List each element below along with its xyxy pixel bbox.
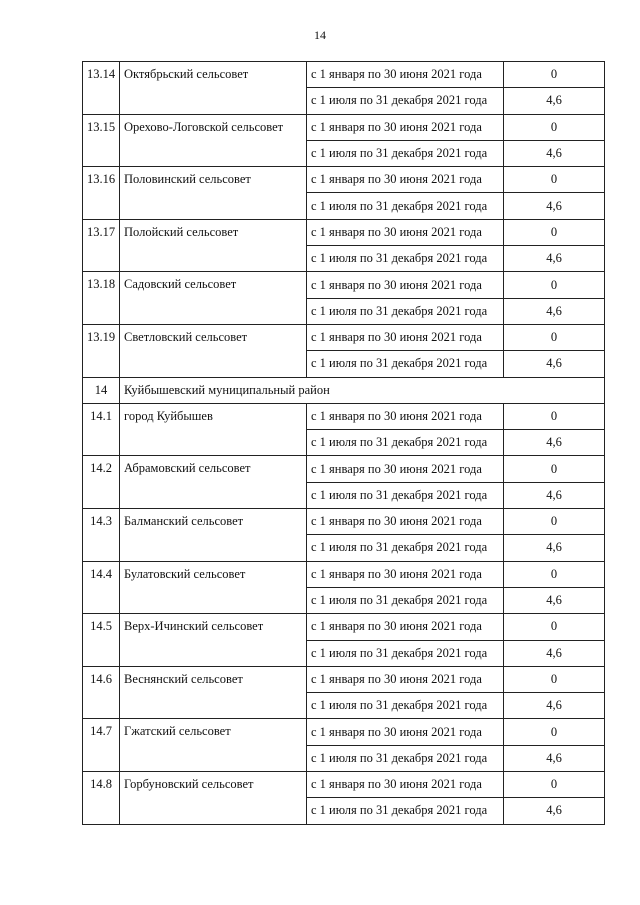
period-cell: с 1 января по 30 июня 2021 года	[307, 614, 504, 640]
municipality-name: Орехово-Логовской сельсовет	[120, 114, 307, 167]
value-cell: 4,6	[504, 535, 605, 561]
value-cell: 4,6	[504, 798, 605, 824]
value-cell: 0	[504, 403, 605, 429]
table-row	[83, 219, 605, 245]
row-number: 14.5	[83, 614, 120, 667]
row-number: 14.4	[83, 561, 120, 614]
municipality-name: Гжатский сельсовет	[120, 719, 307, 772]
value-cell: 4,6	[504, 298, 605, 324]
row-number: 14.3	[83, 509, 120, 562]
value-cell: 0	[504, 666, 605, 692]
row-number: 13.18	[83, 272, 120, 325]
period-cell: с 1 января по 30 июня 2021 года	[307, 666, 504, 692]
period-cell: с 1 июля по 31 декабря 2021 года	[307, 246, 504, 272]
value-cell: 0	[504, 114, 605, 140]
table-row	[83, 324, 605, 350]
period-cell: с 1 января по 30 июня 2021 года	[307, 456, 504, 482]
row-number: 14.8	[83, 772, 120, 825]
table-row	[83, 509, 605, 535]
row-number: 13.16	[83, 167, 120, 220]
district-name: Куйбышевский муниципальный район	[120, 377, 605, 403]
period-cell: с 1 июля по 31 декабря 2021 года	[307, 587, 504, 613]
period-cell: с 1 июля по 31 декабря 2021 года	[307, 140, 504, 166]
value-cell: 4,6	[504, 640, 605, 666]
municipality-name: Октябрьский сельсовет	[120, 62, 307, 115]
period-cell: с 1 июля по 31 декабря 2021 года	[307, 640, 504, 666]
value-cell: 0	[504, 772, 605, 798]
municipality-name: Веснянский сельсовет	[120, 666, 307, 719]
table-row	[83, 719, 605, 745]
rates-table	[82, 61, 605, 825]
value-cell: 4,6	[504, 693, 605, 719]
municipality-name: Садовский сельсовет	[120, 272, 307, 325]
period-cell: с 1 июля по 31 декабря 2021 года	[307, 693, 504, 719]
value-cell: 0	[504, 614, 605, 640]
value-cell: 4,6	[504, 430, 605, 456]
period-cell: с 1 января по 30 июня 2021 года	[307, 167, 504, 193]
row-number: 14.6	[83, 666, 120, 719]
value-cell: 4,6	[504, 587, 605, 613]
row-number: 14	[83, 377, 120, 403]
municipality-name: город Куйбышев	[120, 403, 307, 456]
value-cell: 0	[504, 62, 605, 88]
value-cell: 0	[504, 719, 605, 745]
period-cell: с 1 января по 30 июня 2021 года	[307, 561, 504, 587]
period-cell: с 1 января по 30 июня 2021 года	[307, 772, 504, 798]
district-row	[83, 377, 605, 403]
value-cell: 0	[504, 509, 605, 535]
municipality-name: Половинский сельсовет	[120, 167, 307, 220]
period-cell: с 1 января по 30 июня 2021 года	[307, 272, 504, 298]
row-number: 14.2	[83, 456, 120, 509]
municipality-name: Горбуновский сельсовет	[120, 772, 307, 825]
page-number: 14	[314, 28, 326, 42]
period-cell: с 1 июля по 31 декабря 2021 года	[307, 745, 504, 771]
value-cell: 4,6	[504, 745, 605, 771]
period-cell: с 1 июля по 31 декабря 2021 года	[307, 298, 504, 324]
table-row	[83, 167, 605, 193]
table-row	[83, 114, 605, 140]
table-row	[83, 614, 605, 640]
municipality-name: Балманский сельсовет	[120, 509, 307, 562]
value-cell: 4,6	[504, 140, 605, 166]
municipality-name: Верх-Ичинский сельсовет	[120, 614, 307, 667]
value-cell: 0	[504, 219, 605, 245]
period-cell: с 1 июля по 31 декабря 2021 года	[307, 482, 504, 508]
period-cell: с 1 июля по 31 декабря 2021 года	[307, 88, 504, 114]
row-number: 14.1	[83, 403, 120, 456]
period-cell: с 1 января по 30 июня 2021 года	[307, 403, 504, 429]
value-cell: 4,6	[504, 351, 605, 377]
value-cell: 4,6	[504, 246, 605, 272]
table-row	[83, 772, 605, 798]
value-cell: 4,6	[504, 193, 605, 219]
table-row	[83, 272, 605, 298]
table-row	[83, 456, 605, 482]
row-number: 13.15	[83, 114, 120, 167]
municipality-name: Светловский сельсовет	[120, 324, 307, 377]
period-cell: с 1 июля по 31 декабря 2021 года	[307, 193, 504, 219]
table-row	[83, 403, 605, 429]
value-cell: 0	[504, 324, 605, 350]
value-cell: 0	[504, 456, 605, 482]
period-cell: с 1 января по 30 июня 2021 года	[307, 219, 504, 245]
period-cell: с 1 января по 30 июня 2021 года	[307, 509, 504, 535]
rates-table-body	[83, 62, 605, 825]
period-cell: с 1 июля по 31 декабря 2021 года	[307, 535, 504, 561]
row-number: 13.14	[83, 62, 120, 115]
value-cell: 0	[504, 561, 605, 587]
municipality-name: Абрамовский сельсовет	[120, 456, 307, 509]
value-cell: 0	[504, 272, 605, 298]
value-cell: 4,6	[504, 88, 605, 114]
table-row	[83, 666, 605, 692]
period-cell: с 1 июля по 31 декабря 2021 года	[307, 351, 504, 377]
municipality-name: Полойский сельсовет	[120, 219, 307, 272]
period-cell: с 1 июля по 31 декабря 2021 года	[307, 430, 504, 456]
row-number: 13.17	[83, 219, 120, 272]
row-number: 14.7	[83, 719, 120, 772]
period-cell: с 1 июля по 31 декабря 2021 года	[307, 798, 504, 824]
table-row	[83, 62, 605, 88]
period-cell: с 1 января по 30 июня 2021 года	[307, 114, 504, 140]
value-cell: 0	[504, 167, 605, 193]
row-number: 13.19	[83, 324, 120, 377]
table-row	[83, 561, 605, 587]
period-cell: с 1 января по 30 июня 2021 года	[307, 62, 504, 88]
municipality-name: Булатовский сельсовет	[120, 561, 307, 614]
value-cell: 4,6	[504, 482, 605, 508]
period-cell: с 1 января по 30 июня 2021 года	[307, 719, 504, 745]
period-cell: с 1 января по 30 июня 2021 года	[307, 324, 504, 350]
